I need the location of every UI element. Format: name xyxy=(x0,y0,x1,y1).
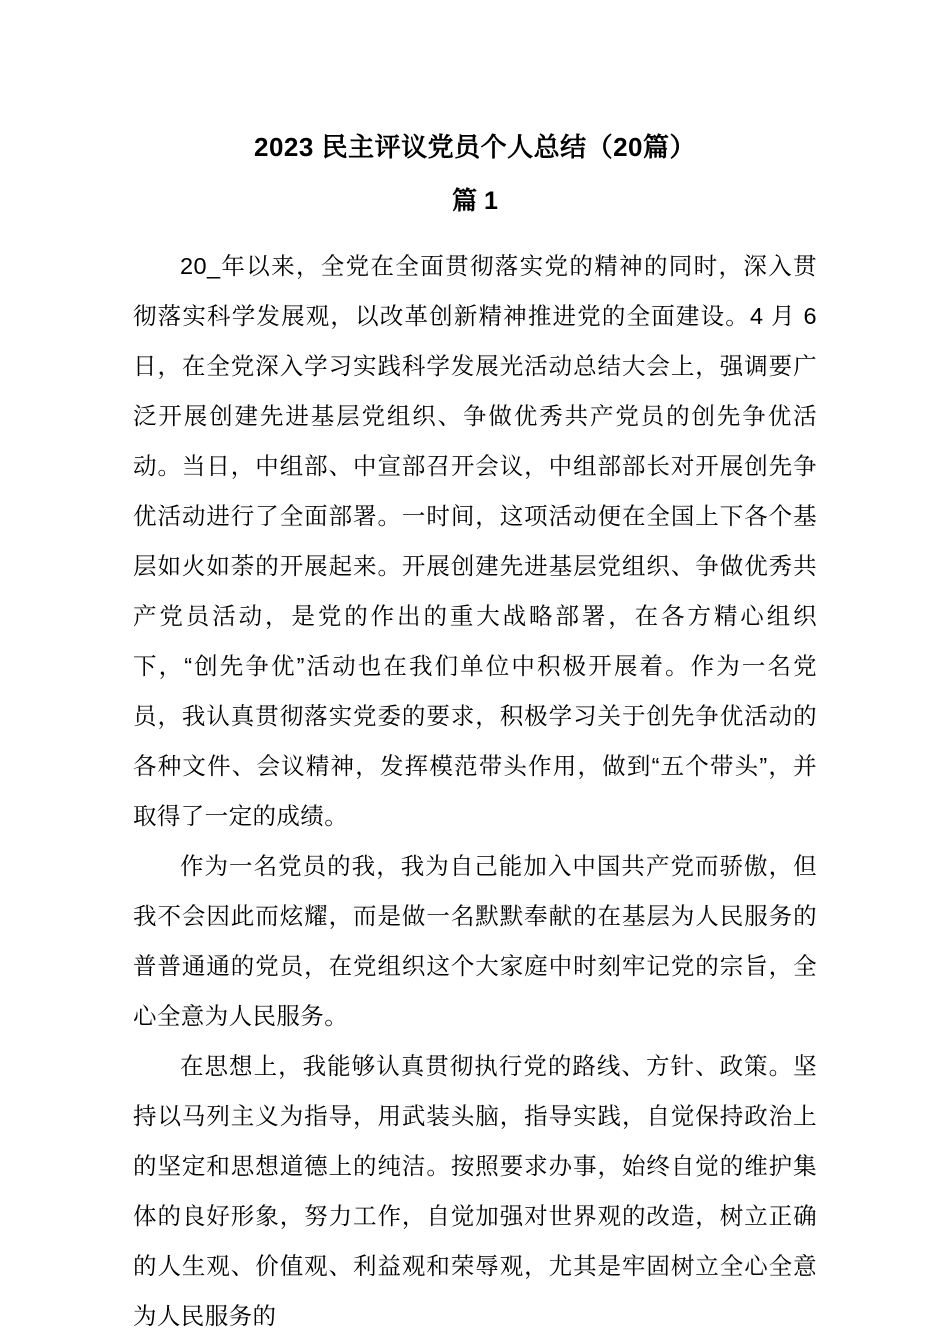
paragraph: 作为一名党员的我，我为自己能加入中国共产党而骄傲，但我不会因此而炫耀，而是做一名默默奉献的在基层为人民服务的普普通通的党员，在党组织这个大家庭中时刻牢记党的宗旨，全心全意为人民服务。 xyxy=(133,853,817,1029)
document-content xyxy=(133,0,817,1341)
section-heading: 篇 1 xyxy=(452,187,498,215)
paragraph: 在思想上，我能够认真贯彻执行党的路线、方针、政策。坚持以马列主义为指导，用武装头脑，指导实践，自觉保持政治上的坚定和思想道德上的纯洁。按照要求办事，始终自觉的维护集体的良好形象，努力工作，自觉加强对世界观的改造，树立正确的人生观、价值观、利益观和荣辱观，尤其是牢固树立全心全意为人民服务的 xyxy=(133,1053,817,1329)
page-title: 2023 民主评议党员个人总结（20篇） xyxy=(254,132,696,162)
paragraph: 20_年以来，全党在全面贯彻落实党的精神的同时，深入贯彻落实科学发展观，以改革创新精神推进党的全面建设。4 月 6 日，在全党深入学习实践科学发展光活动总结大会上，强调要广泛开展创建先进基层党组织、争做优秀共产党员的创先争优活动。当日，中组部、中宣部召开会议，中组部部长对开展创先争优活动进行了全面部署。一时间，这项活动便在全国上下各个基层如火如荼的开展起来。开展创建先进基层党组织、争做优秀共产党员活动，是党的作出的重大战略部署，在各方精心组织下，“创先争优”活动也在我们单位中积极开展着。作为一名党员，我认真贯彻落实党委的要求，积极学习关于创先争优活动的各种文件、会议精神，发挥模范带头作用，做到“五个带头”，并取得了一定的成绩。 xyxy=(133,253,817,829)
document-body xyxy=(133,217,817,1341)
